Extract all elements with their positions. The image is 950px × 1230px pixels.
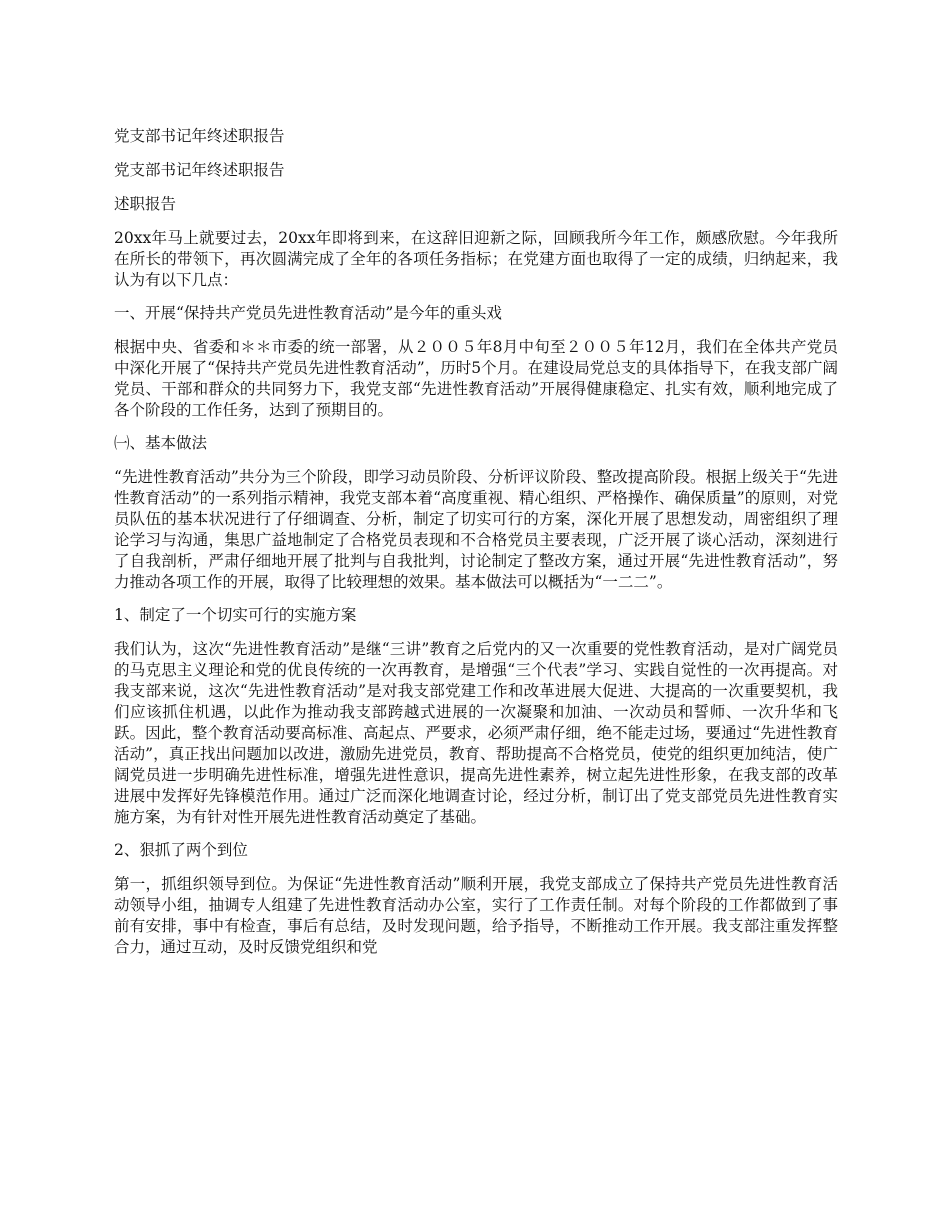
document-title: 党支部书记年终述职报告 <box>114 127 285 145</box>
section-heading-1: 一、开展“保持共产党员先进性教育活动”是今年的重头戏 <box>114 304 502 322</box>
intro-paragraph: 20xx年马上就要过去，20xx年即将到来，在这辞旧迎新之际，回顾我所今年工作，颇感欣慰。今年我所在所长的带领下，再次圆满完成了全年的各项任务指标；在党建方面也取得了一定的成绩，归纳起来，我认为有以下几点： <box>114 229 838 289</box>
subsection-heading: ㈠、基本做法 <box>114 434 208 452</box>
item-heading-2: 2、狠抓了两个到位 <box>114 841 248 859</box>
item-heading-1: 1、制定了一个切实可行的实施方案 <box>114 606 357 624</box>
body-paragraph: “先进性教育活动”共分为三个阶段，即学习动员阶段、分析评议阶段、整改提高阶段。根据上级关于“先进性教育活动”的一系列指示精神，我党支部本着“高度重视、精心组织、严格操作、确保质量”的原则，对党员队伍的基本状况进行了仔细调查、分析，制定了切实可行的方案，深化开展了思想发动，周密组织了理论学习与沟通，集思广益地制定了合格党员表现和不合格党员主要表现，广泛开展了谈心活动，深刻进行了自我剖析，严肃仔细地开展了批判与自我批判，讨论制定了整改方案，通过开展“先进性教育活动”，努力推动各项工作的开展，取得了比较理想的效果。基本做法可以概括为“一二二”。 <box>114 468 838 591</box>
body-paragraph: 根据中央、省委和＊＊市委的统一部署，从２００５年8月中旬至２００５年12月，我们在全体共产党员中深化开展了“保持共产党员先进性教育活动”，历时5个月。在建设局党总支的具体指导下，在我支部广阔党员、干部和群众的共同努力下，我党支部“先进性教育活动”开展得健康稳定、扎实有效，顺利地完成了各个阶段的工作任务，达到了预期目的。 <box>114 338 838 419</box>
body-paragraph: 我们认为，这次“先进性教育活动”是继“三讲”教育之后党内的又一次重要的党性教育活动，是对广阔党员的马克思主义理论和党的优良传统的一次再教育，是增强“三个代表”学习、实践自觉性的一次再提高。对我支部来说，这次“先进性教育活动”是对我支部党建工作和改革进展大促进、大提高的一次重要契机，我们应该抓住机遇，以此作为推动我支部跨越式进展的一次凝聚和加油、一次动员和誓师、一次升华和飞跃。因此，整个教育活动要高标准、高起点、严要求，必须严肃仔细，绝不能走过场，要通过“先进性教育活动”，真正找出问题加以改进，激励先进党员，教育、帮助提高不合格党员，使党的组织更加纯洁，使广阔党员进一步明确先进性标准，增强先进性意识，提高先进性素养，树立起先进性形象，在我支部的改革进展中发挥好先锋模范作用。通过广泛而深化地调查讨论，经过分析，制订出了党支部党员先进性教育实施方案，为有针对性开展先进性教育活动奠定了基础。 <box>114 640 838 826</box>
body-paragraph: 第一，抓组织领导到位。为保证“先进性教育活动”顺利开展，我党支部成立了保持共产党员先进性教育活动领导小组，抽调专人组建了先进性教育活动办公室，实行了工作责任制。对每个阶段的工作都做到了事前有安排，事中有检查，事后有总结，及时发现问题，给予指导，不断推动工作开展。我支部注重发挥整合力，通过互动，及时反馈党组织和党 <box>114 875 838 956</box>
document-page <box>114 126 838 970</box>
report-label: 述职报告 <box>114 195 177 213</box>
document-subtitle: 党支部书记年终述职报告 <box>114 161 285 179</box>
